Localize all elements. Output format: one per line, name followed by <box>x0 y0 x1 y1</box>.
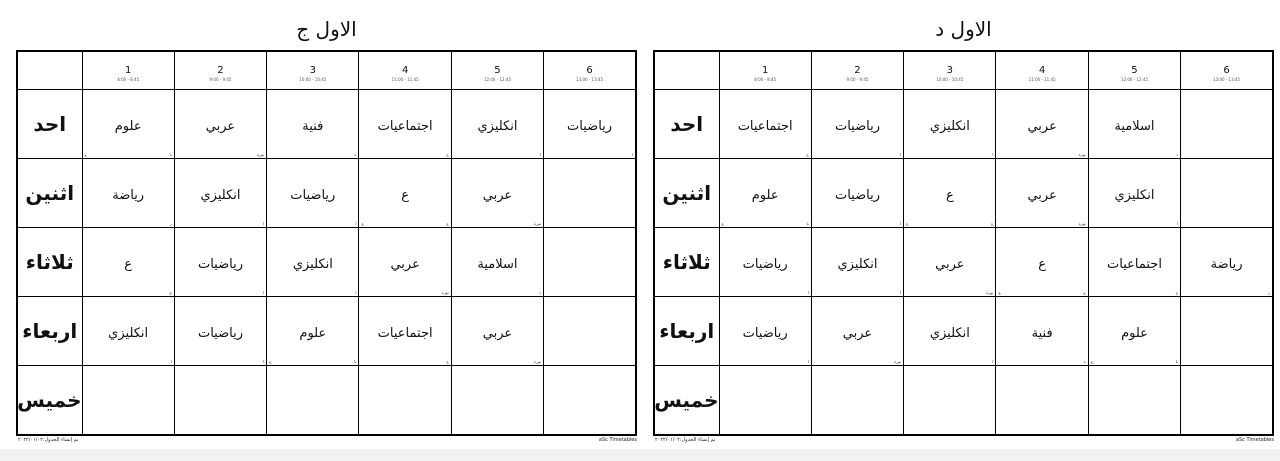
lesson-teacher: ا <box>263 221 265 226</box>
day-row <box>654 366 1273 436</box>
lesson-subject: انكليزي <box>477 118 518 134</box>
software-credit: aSc Timetables <box>598 437 637 443</box>
lesson-subject: علوم <box>114 118 142 134</box>
lesson-room: ع <box>361 221 364 226</box>
period-number: 1 <box>124 65 132 76</box>
period-header <box>451 51 543 90</box>
lesson-teacher: نورة <box>533 359 542 364</box>
lesson-teacher: ه <box>1083 359 1086 364</box>
period-number: 2 <box>217 65 224 76</box>
period-header-row <box>654 51 1273 90</box>
lesson-cell <box>719 90 811 159</box>
lesson-teacher: ا <box>263 290 265 295</box>
day-label: ثلاثاء <box>17 228 82 297</box>
lesson-room: ع <box>906 221 909 226</box>
lesson-subject: فنية <box>302 118 324 134</box>
day-row <box>654 297 1273 366</box>
lesson-room: ع <box>84 152 87 157</box>
lesson-teacher: ا <box>631 152 633 157</box>
lesson-subject: انكليزي <box>108 325 149 341</box>
lesson-teacher: د <box>539 290 542 295</box>
lesson-cell <box>544 366 636 436</box>
lesson-cell <box>82 366 174 436</box>
lesson-subject: ع <box>1038 256 1047 272</box>
lesson-subject: رياضيات <box>197 325 243 341</box>
lesson-teacher: ا <box>263 359 265 364</box>
period-header <box>174 51 266 90</box>
lesson-subject: عربي <box>1027 187 1057 203</box>
day-label: احد <box>17 90 82 159</box>
lesson-cell <box>811 90 903 159</box>
lesson-cell <box>174 297 266 366</box>
timetable-panel-class-1d <box>653 12 1274 447</box>
timetable-footer <box>16 437 637 447</box>
lesson-teacher: ا <box>540 152 542 157</box>
lesson-cell <box>359 297 451 366</box>
period-header <box>1088 51 1180 90</box>
lesson-cell <box>544 90 636 159</box>
lesson-cell <box>82 90 174 159</box>
timetable-footer <box>653 437 1274 447</box>
period-number: 3 <box>309 65 316 76</box>
lesson-subject: اسلامية <box>1114 118 1155 134</box>
lesson-cell <box>811 297 903 366</box>
lesson-cell <box>811 366 903 436</box>
lesson-room: ع <box>269 359 272 364</box>
lesson-cell <box>996 297 1088 366</box>
lesson-cell <box>904 366 996 436</box>
panel-title: الاول د <box>935 17 992 41</box>
period-time: 10:00 - 10:45 <box>936 77 964 82</box>
lesson-cell <box>996 159 1088 228</box>
lesson-subject: اسلامية <box>477 256 518 272</box>
lesson-cell <box>267 297 359 366</box>
lesson-teacher: ا <box>900 152 902 157</box>
lesson-cell <box>174 366 266 436</box>
lesson-subject: رياضيات <box>197 256 243 272</box>
lesson-teacher: ع <box>446 221 449 226</box>
day-label: خميس <box>17 366 82 436</box>
lesson-subject: اجتماعيات <box>1107 256 1162 272</box>
lesson-cell <box>359 366 451 436</box>
period-time: 8:00 - 8:45 <box>117 77 140 82</box>
lesson-subject: اجتماعيات <box>737 118 793 134</box>
lesson-cell <box>544 159 636 228</box>
lesson-room: ع <box>721 221 724 226</box>
period-number: 2 <box>854 65 861 76</box>
lesson-subject: رياضيات <box>742 256 788 272</box>
lesson-teacher: ا <box>807 359 809 364</box>
lesson-subject: عربي <box>1027 118 1057 134</box>
lesson-subject: علوم <box>1121 325 1148 341</box>
lesson-cell <box>1181 159 1273 228</box>
lesson-cell <box>451 90 543 159</box>
lesson-subject: اجتماعيات <box>377 118 433 134</box>
day-label: اثنين <box>17 159 82 228</box>
lesson-subject: انكليزي <box>929 325 970 341</box>
day-row <box>17 366 636 436</box>
period-header <box>544 51 636 90</box>
lesson-cell <box>82 159 174 228</box>
lesson-cell <box>811 228 903 297</box>
lesson-cell <box>451 159 543 228</box>
day-row <box>17 297 636 366</box>
lesson-cell <box>1181 228 1273 297</box>
period-header <box>811 51 903 90</box>
lesson-cell <box>451 228 543 297</box>
period-header <box>82 51 174 90</box>
lesson-subject: عربي <box>205 118 236 134</box>
lesson-teacher: نورة <box>893 359 902 364</box>
lesson-room: ع <box>998 290 1001 295</box>
lesson-cell <box>359 159 451 228</box>
lesson-teacher: ر <box>1268 290 1270 295</box>
lesson-teacher: نورة <box>986 290 994 295</box>
lesson-teacher: ا <box>355 221 357 226</box>
lesson-cell <box>267 228 359 297</box>
generated-date: تم إنشاء الجدول:٢٠٢٢/٠١/٠٢ <box>18 437 79 443</box>
lesson-teacher: نورة <box>1078 152 1086 157</box>
lesson-teacher: ا <box>355 290 357 295</box>
day-row <box>654 90 1273 159</box>
lesson-subject: رياضيات <box>834 118 880 134</box>
day-row <box>17 228 636 297</box>
timetable-panel-class-1c <box>16 12 637 447</box>
lesson-cell <box>359 228 451 297</box>
lesson-teacher: ا <box>1177 221 1179 226</box>
period-time: 10:00 - 10:45 <box>299 77 327 82</box>
lesson-teacher: ا <box>992 359 994 364</box>
timetable-grid <box>16 50 637 436</box>
period-header <box>267 51 359 90</box>
lesson-teacher: ا <box>807 290 809 295</box>
lesson-cell <box>996 366 1088 436</box>
lesson-cell <box>904 159 996 228</box>
day-label: ثلاثاء <box>654 228 719 297</box>
lesson-cell <box>1088 159 1180 228</box>
period-number: 5 <box>494 65 501 76</box>
period-time: 12:00 - 12:45 <box>1120 77 1148 82</box>
lesson-cell <box>996 90 1088 159</box>
lesson-subject: انكليزي <box>200 187 241 203</box>
lesson-cell <box>1088 297 1180 366</box>
lesson-teacher: ع <box>1083 290 1086 295</box>
period-number: 5 <box>1131 65 1138 76</box>
lesson-teacher: ه <box>354 152 357 157</box>
period-number: 4 <box>401 65 409 76</box>
lesson-cell <box>267 90 359 159</box>
lesson-subject: رياضة <box>112 187 145 203</box>
lesson-subject: عربي <box>482 187 513 203</box>
period-number: 6 <box>1223 65 1230 76</box>
lesson-cell <box>904 297 996 366</box>
generated-date: تم إنشاء الجدول:٢٠٢٢/٠١/٠٢ <box>655 437 716 443</box>
period-time: 9:00 - 9:45 <box>846 77 869 82</box>
lesson-subject: عربي <box>482 325 513 341</box>
lesson-cell <box>267 159 359 228</box>
lesson-teacher: ج <box>446 152 449 157</box>
lesson-teacher: د <box>1176 152 1179 157</box>
lesson-cell <box>719 228 811 297</box>
lesson-cell <box>359 90 451 159</box>
lesson-cell <box>82 297 174 366</box>
lesson-teacher: نورة <box>441 290 449 295</box>
lesson-teacher: ا <box>900 290 902 295</box>
lesson-teacher: ر <box>169 221 172 226</box>
lesson-teacher: نا <box>169 152 172 157</box>
lesson-cell <box>451 297 543 366</box>
lesson-cell <box>1088 366 1180 436</box>
timetable-grid <box>653 50 1274 436</box>
lesson-subject: انكليزي <box>837 256 878 272</box>
lesson-subject: علوم <box>299 325 327 341</box>
lesson-teacher: ا <box>900 221 902 226</box>
lesson-subject: رياضة <box>1210 256 1243 272</box>
period-header <box>904 51 996 90</box>
lesson-teacher: ج <box>446 359 449 364</box>
day-label: اربعاء <box>17 297 82 366</box>
lesson-subject: علوم <box>751 187 779 203</box>
period-time: 12:00 - 12:45 <box>483 77 511 82</box>
lesson-teacher: ا <box>170 359 172 364</box>
lesson-cell <box>904 90 996 159</box>
lesson-subject: انكليزي <box>1114 187 1155 203</box>
period-header <box>719 51 811 90</box>
lesson-teacher: ع <box>169 290 172 295</box>
lesson-subject: انكليزي <box>292 256 333 272</box>
lesson-subject: انكليزي <box>929 118 970 134</box>
lesson-cell <box>719 159 811 228</box>
lesson-subject: ع <box>124 256 133 272</box>
lesson-cell <box>1088 90 1180 159</box>
day-row <box>654 228 1273 297</box>
lesson-cell <box>82 228 174 297</box>
lesson-teacher: ع <box>991 221 994 226</box>
day-row <box>17 159 636 228</box>
period-number: 3 <box>946 65 953 76</box>
lesson-subject: ع <box>945 187 954 203</box>
lesson-teacher: ج <box>806 152 809 157</box>
period-time: 9:00 - 9:45 <box>209 77 232 82</box>
lesson-cell <box>174 228 266 297</box>
lesson-cell <box>996 228 1088 297</box>
corner-cell <box>17 51 82 90</box>
lesson-subject: عربي <box>390 256 420 272</box>
lesson-cell <box>719 297 811 366</box>
lesson-subject: رياضيات <box>834 187 880 203</box>
period-header <box>996 51 1088 90</box>
period-header <box>1181 51 1273 90</box>
lesson-cell <box>719 366 811 436</box>
lesson-teacher: نورة <box>256 152 265 157</box>
corner-cell <box>654 51 719 90</box>
software-credit: aSc Timetables <box>1235 437 1274 443</box>
lesson-subject: عربي <box>842 325 873 341</box>
panel-title: الاول ج <box>296 17 357 41</box>
day-label: احد <box>654 90 719 159</box>
day-label: اثنين <box>654 159 719 228</box>
lesson-cell <box>267 366 359 436</box>
lesson-room: ع <box>1090 359 1094 364</box>
period-number: 1 <box>761 65 769 76</box>
lesson-cell <box>544 297 636 366</box>
day-label: اربعاء <box>654 297 719 366</box>
day-row <box>654 159 1273 228</box>
day-row <box>17 90 636 159</box>
day-label: خميس <box>654 366 719 436</box>
period-number: 4 <box>1038 65 1046 76</box>
period-header-row <box>17 51 636 90</box>
lesson-subject: فنية <box>1031 325 1053 341</box>
lesson-teacher: ا <box>992 152 994 157</box>
lesson-subject: ع <box>401 187 410 203</box>
lesson-cell <box>174 90 266 159</box>
lesson-subject: رياضيات <box>567 118 613 134</box>
lesson-teacher: ج <box>1175 290 1179 295</box>
lesson-teacher: نا <box>806 221 809 226</box>
period-time: 13:00 - 13:45 <box>1213 77 1241 82</box>
period-header <box>359 51 451 90</box>
lesson-cell <box>1181 366 1273 436</box>
period-time: 11:00 - 11:45 <box>1028 77 1056 82</box>
lesson-cell <box>1181 90 1273 159</box>
lesson-cell <box>811 159 903 228</box>
lesson-cell <box>1181 297 1273 366</box>
lesson-cell <box>544 228 636 297</box>
lesson-cell <box>1088 228 1180 297</box>
lesson-cell <box>174 159 266 228</box>
lesson-subject: اجتماعيات <box>377 325 433 341</box>
period-time: 8:00 - 8:45 <box>754 77 777 82</box>
period-time: 11:00 - 11:45 <box>391 77 419 82</box>
lesson-teacher: نورة <box>1078 221 1086 226</box>
period-number: 6 <box>586 65 593 76</box>
lesson-teacher: نا <box>354 359 357 364</box>
lesson-subject: عربي <box>935 256 965 272</box>
bottom-band <box>0 449 1280 461</box>
lesson-teacher: نا <box>1175 359 1179 364</box>
lesson-cell <box>451 366 543 436</box>
lesson-cell <box>904 228 996 297</box>
lesson-subject: رياضيات <box>742 325 788 341</box>
lesson-teacher: نورة <box>533 221 542 226</box>
period-time: 13:00 - 13:45 <box>576 77 604 82</box>
lesson-subject: رياضيات <box>290 187 336 203</box>
